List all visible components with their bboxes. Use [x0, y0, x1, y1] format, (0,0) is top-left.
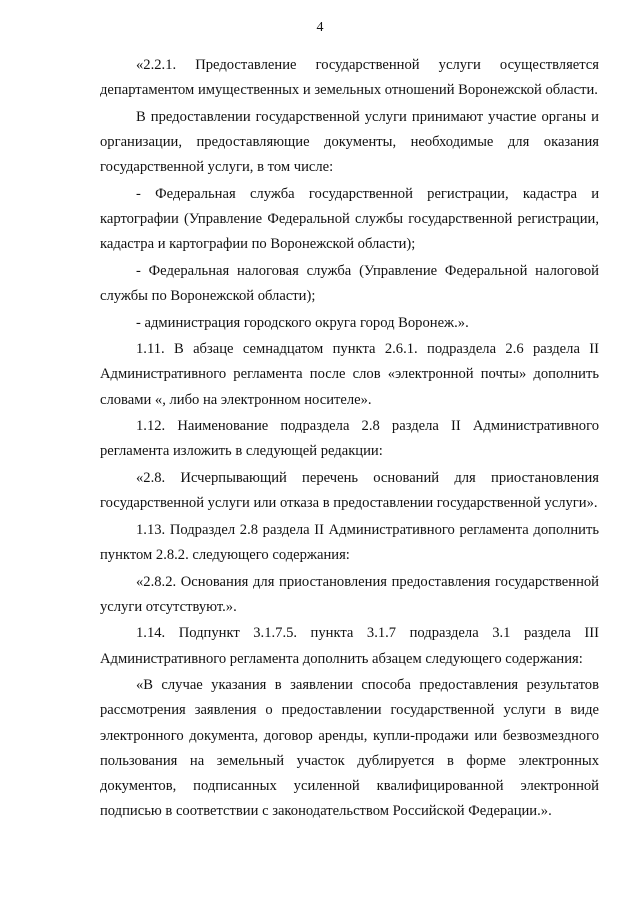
paragraph-1-14: 1.14. Подпункт 3.1.7.5. пункта 3.1.7 подраздела 3.1 раздела III Административного регламента дополнить абзацем следующего содержания:: [100, 625, 599, 667]
paragraph-electronic-documents: «В случае указания в заявлении способа предоставления результатов рассмотрения заявления о предоставлении государственной услуги в виде электронного документа, договор аренды, купли-продажи или безвозмездного пользования на земельный участок дублируется в форме электронных документов, подписанных усиленной квалифицированной электронной подписью в соответствии с законодательством Российской Федерации.».: [100, 677, 599, 820]
paragraph-2-8-2: «2.8.2. Основания для приостановления предоставления государственной услуги отсутствуют.».: [100, 573, 599, 615]
document-body: [100, 53, 599, 826]
page-number: 4: [316, 20, 324, 35]
list-item-city-administration: - администрация городского округа город Воронеж.».: [136, 314, 469, 331]
paragraph-1-12: 1.12. Наименование подраздела 2.8 раздела II Административного регламента изложить в следующей редакции:: [100, 418, 599, 460]
list-item-tax-service: - Федеральная налоговая служба (Управление Федеральной налоговой службы по Воронежской области);: [100, 262, 599, 304]
paragraph-1-11: 1.11. В абзаце семнадцатом пункта 2.6.1. подраздела 2.6 раздела II Административного регламента после слов «электронной почты» дополнить словами «, либо на электронном носителе».: [100, 341, 599, 408]
list-item-rosreestr: - Федеральная служба государственной регистрации, кадастра и картографии (Управление Федеральной службы государственной регистрации, кадастра и картографии по Воронежской области);: [100, 185, 599, 253]
paragraph-1-13: 1.13. Подраздел 2.8 раздела II Административного регламента дополнить пунктом 2.8.2. следующего содержания:: [100, 521, 599, 563]
paragraph-2-2-1: «2.2.1. Предоставление государственной услуги осуществляется департаментом имущественных и земельных отношений Воронежской области.: [100, 57, 599, 99]
paragraph-2-8: «2.8. Исчерпывающий перечень оснований для приостановления государственной услуги или отказа в предоставлении государственной услуги».: [100, 469, 599, 512]
paragraph-participants: В предоставлении государственной услуги принимают участие органы и организации, предоставляющие документы, необходимые для оказания государственной услуги, в том числе:: [100, 108, 599, 176]
